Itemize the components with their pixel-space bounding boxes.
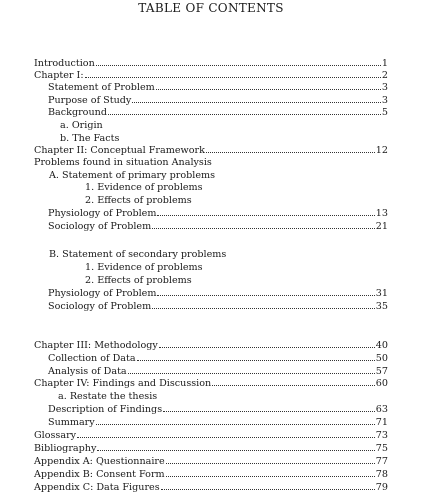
toc-page-number: 5 (381, 107, 388, 118)
toc-entry-introduction[interactable] (34, 58, 388, 70)
toc-page-number: 75 (375, 443, 388, 454)
toc-page-number: 57 (375, 366, 388, 377)
dot-leader (128, 373, 375, 374)
dot-leader (166, 476, 375, 477)
dot-leader (163, 411, 375, 412)
toc-page-number: 73 (375, 430, 388, 441)
dot-leader (166, 463, 375, 464)
toc-entry-chapter-1[interactable] (34, 70, 388, 82)
toc-page-number: 50 (375, 353, 388, 364)
dot-leader (206, 152, 375, 153)
toc-heading-problems-found[interactable]: Problems found in situation Analysis (34, 157, 212, 168)
toc-entry-label: Purpose of Study (48, 95, 132, 106)
dot-leader (152, 308, 375, 309)
toc-entry-label: Analysis of Data (48, 366, 127, 377)
toc-entry-chapter-2[interactable] (34, 145, 388, 157)
dot-leader (137, 360, 375, 361)
toc-entry-label: Appendix A: Questionnaire (34, 456, 165, 467)
toc-entry-label: Summary (48, 417, 95, 428)
toc-entry-label: Description of Findings (48, 404, 163, 415)
toc-subentry-the-facts[interactable]: b. The Facts (60, 133, 120, 144)
toc-subentry-primary-evidence[interactable]: 1. Evidence of problems (85, 182, 203, 193)
toc-entry-chapter-3[interactable] (34, 340, 388, 352)
dot-leader (96, 65, 381, 66)
toc-page-number: 31 (375, 288, 388, 299)
toc-entry-label: Sociology of Problem (48, 301, 152, 312)
toc-entry-label: Sociology of Problem (48, 221, 152, 232)
toc-entry-collection-of-data[interactable] (48, 353, 388, 365)
dot-leader (152, 228, 375, 229)
toc-entry-label: Chapter III: Methodology (34, 340, 158, 351)
dot-leader (85, 77, 381, 78)
toc-entry-analysis-of-data[interactable] (48, 366, 388, 378)
dot-leader (96, 424, 375, 425)
toc-entry-sociology-1[interactable] (48, 221, 388, 233)
toc-page-number: 12 (375, 145, 388, 156)
toc-entry-label: Appendix B: Consent Form (34, 469, 165, 480)
toc-page-number: 1 (381, 58, 388, 69)
toc-entry-label: Glossary (34, 430, 77, 441)
dot-leader (212, 385, 375, 386)
toc-entry-appendix-b[interactable] (34, 469, 388, 481)
dot-leader (108, 114, 381, 115)
toc-entry-label: Physiology of Problem (48, 208, 157, 219)
toc-entry-summary[interactable] (48, 417, 388, 429)
toc-entry-physiology-2[interactable] (48, 288, 388, 300)
toc-entry-label: Chapter I: (34, 70, 84, 81)
toc-heading-primary-problems[interactable]: A. Statement of primary problems (49, 170, 216, 181)
toc-page-number: 63 (375, 404, 388, 415)
dot-leader (132, 102, 381, 103)
toc-entry-label: Collection of Data (48, 353, 136, 364)
toc-entry-label: Chapter II: Conceptual Framework (34, 145, 205, 156)
toc-heading-secondary-problems[interactable]: B. Statement of secondary problems (49, 249, 227, 260)
dot-leader (97, 450, 374, 451)
toc-entry-appendix-c[interactable] (34, 482, 388, 494)
toc-entry-statement-of-problem[interactable] (48, 82, 388, 94)
dot-leader (157, 295, 374, 296)
toc-entry-label: Physiology of Problem (48, 288, 157, 299)
toc-entry-glossary[interactable] (34, 430, 388, 442)
toc-entry-label: Statement of Problem (48, 82, 155, 93)
toc-entry-chapter-4[interactable] (34, 378, 388, 390)
dot-leader (156, 89, 381, 90)
page-title: TABLE OF CONTENTS (138, 1, 284, 15)
dot-leader (159, 347, 375, 348)
toc-page-number: 13 (375, 208, 388, 219)
toc-subentry-primary-effects[interactable]: 2. Effects of problems (85, 195, 192, 206)
toc-page-number: 79 (375, 482, 388, 493)
toc-page-number: 78 (375, 469, 388, 480)
toc-entry-label: Introduction (34, 58, 95, 69)
toc-page-number: 60 (375, 378, 388, 389)
toc-entry-physiology-1[interactable] (48, 208, 388, 220)
toc-page-number: 3 (381, 82, 388, 93)
dot-leader (157, 215, 374, 216)
dot-leader (77, 437, 375, 438)
toc-page-number: 40 (375, 340, 388, 351)
toc-page-number: 77 (375, 456, 388, 467)
dot-leader (161, 489, 375, 490)
toc-entry-label: Chapter IV: Findings and Discussion (34, 378, 212, 389)
toc-entry-label: Appendix C: Data Figures (34, 482, 160, 493)
toc-entry-appendix-a[interactable] (34, 456, 388, 468)
toc-page-number: 71 (375, 417, 388, 428)
toc-entry-description-of-findings[interactable] (48, 404, 388, 416)
toc-entry-label: Background (48, 107, 107, 118)
toc-subentry-restate-thesis[interactable]: a. Restate the thesis (58, 391, 158, 402)
toc-page-number: 2 (381, 70, 388, 81)
toc-entry-background[interactable] (48, 107, 388, 119)
toc-entry-sociology-2[interactable] (48, 301, 388, 313)
toc-page-number: 3 (381, 95, 388, 106)
toc-entry-label: Bibliography (34, 443, 97, 454)
toc-page-number: 35 (375, 301, 388, 312)
toc-entry-purpose-of-study[interactable] (48, 95, 388, 107)
toc-subentry-origin[interactable]: a. Origin (60, 120, 103, 131)
toc-subentry-secondary-evidence[interactable]: 1. Evidence of problems (85, 262, 203, 273)
toc-page-number: 21 (375, 221, 388, 232)
toc-subentry-secondary-effects[interactable]: 2. Effects of problems (85, 275, 192, 286)
toc-entry-bibliography[interactable] (34, 443, 388, 455)
